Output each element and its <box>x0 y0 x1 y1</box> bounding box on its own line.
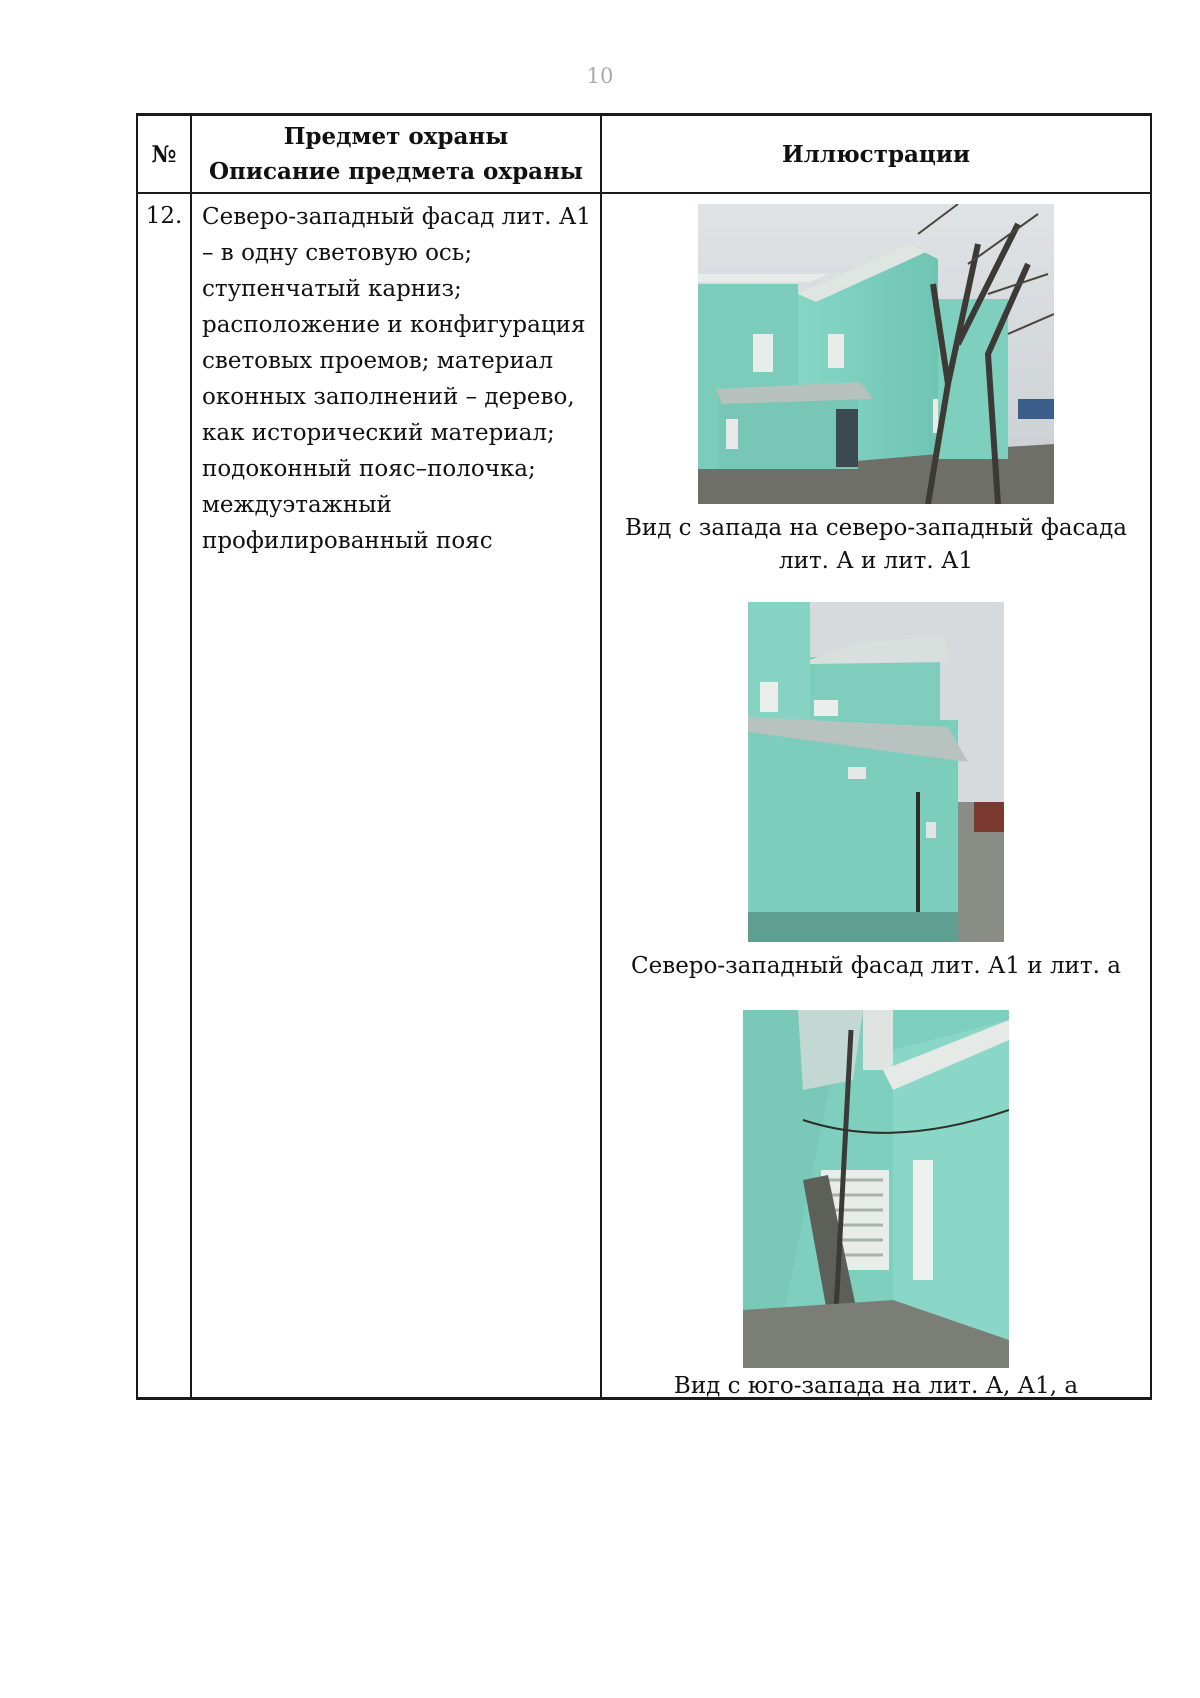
header-illustrations: Иллюстрации <box>601 115 1151 194</box>
row-description <box>191 193 601 1398</box>
header-subject-title: Предмет охраны <box>283 123 509 150</box>
description-line: ступенчатый карниз; <box>202 276 462 302</box>
description-line: как исторический материал; <box>202 420 555 446</box>
figure-2-caption-line: Северо-западный фасад лит. А1 и лит. а <box>631 953 1121 979</box>
row-illustrations <box>601 193 1151 1398</box>
description-line: оконных заполнений – дерево, <box>202 384 575 410</box>
description-line: световых проемов; материал <box>202 348 554 374</box>
description-line: подоконный пояс–полочка; <box>202 456 536 482</box>
description-line: расположение и конфигурация <box>202 312 586 338</box>
figure-1 <box>602 204 1150 578</box>
page-number: 10 <box>586 64 614 88</box>
header-number: № <box>137 115 191 194</box>
figure-2 <box>602 602 1150 983</box>
description-line: Северо-западный фасад лит. А1 <box>202 204 591 230</box>
header-subject-description: Описание предмета охраны <box>209 158 583 185</box>
protection-subject-table <box>136 113 1152 1400</box>
row-number: 12. <box>137 193 191 1398</box>
building-photo-west-view <box>698 204 1054 504</box>
description-line: междуэтажный <box>202 492 392 518</box>
figure-1-caption-line: Вид с запада на северо-западный фасада <box>624 515 1128 541</box>
building-photo-northwest-facade <box>748 602 1004 942</box>
building-photo-southwest-view <box>743 1010 1009 1368</box>
figure-3 <box>602 1010 1150 1403</box>
figure-3-caption-line: Вид с юго-запада на лит. А, А1, а <box>673 1373 1079 1399</box>
figure-1-caption <box>602 512 1150 578</box>
description-line: – в одну световую ось; <box>202 240 473 266</box>
header-subject <box>191 115 601 194</box>
figure-1-caption-line: лит. А и лит. А1 <box>779 548 973 574</box>
table-row <box>137 193 1151 1398</box>
figure-3-caption <box>602 1370 1150 1403</box>
figure-2-caption <box>602 950 1150 983</box>
table-header-row <box>137 115 1151 194</box>
description-line: профилированный пояс <box>202 528 493 554</box>
